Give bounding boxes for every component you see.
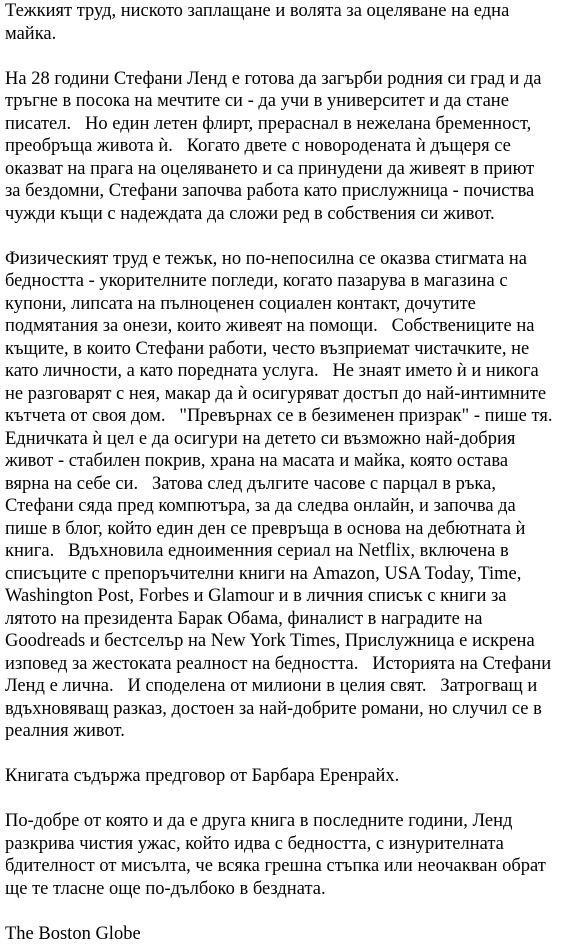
text-line: тръгне в посока на мечтите си - да учи в университет и да стане [5, 90, 572, 113]
paragraph-tagline [5, 0, 572, 45]
text-line: оказват на прага на оцеляването и са принудени да живеят в приют [5, 158, 572, 181]
review-source: The Boston Globe [5, 923, 572, 945]
text-line: живот - стабилен покрив, храна на масата и майка, която остава [5, 450, 572, 473]
text-line: вярна на себе си. Затова след дългите часове с парцал в ръка, [5, 473, 572, 496]
text-line: разкрива чистия ужас, който идва с бедността, с изнурителната [5, 833, 572, 856]
text-line: списъците с препоръчителни книги на Amazon, USA Today, Time, [5, 563, 572, 586]
text-line: майка. [5, 23, 572, 46]
text-line: бедността - укорителните погледи, когато пазарува в магазина с [5, 270, 572, 293]
text-line: Едничката ѝ цел е да осигури на детето си възможно най-добрия [5, 428, 572, 451]
text-line: подмятания за онези, които живеят на помощи. Собствениците на [5, 315, 572, 338]
text-line: кътчета от своя дом. "Превърнах се в безименен призрак" - пише тя. [5, 405, 572, 428]
text-line: Goodreads и бестселър на New York Times, Прислужница е искрена [5, 630, 572, 653]
text-line: писател. Но един летен флирт, прераснал в нежелана бременност, [5, 113, 572, 136]
text-line: По-добре от която и да е друга книга в последните години, Ленд [5, 810, 572, 833]
paragraph-review-source [5, 923, 572, 945]
text-line: купони, липсата на пълноценен социален контакт, дочутите [5, 293, 572, 316]
text-line: изповед за жестоката реалност на бедността. Историята на Стефани [5, 653, 572, 676]
text-line: като личности, а като поредната услуга. Не знаят името ѝ и никога [5, 360, 572, 383]
paragraph-main [5, 248, 572, 743]
paragraph-intro [5, 68, 572, 226]
text-line: вдъхновяващ разказ, достоен за най-добрите романи, но случил се в [5, 698, 572, 721]
text-line: пише в блог, който един ден се превръща в основа на дебютната ѝ [5, 518, 572, 541]
text-line: Washington Post, Forbes и Glamour и в личния списък с книги за [5, 585, 572, 608]
text-line: реалния живот. [5, 720, 572, 743]
text-line: Ленд е лична. И споделена от милиони в целия свят. Затрогващ и [5, 675, 572, 698]
text-line: къщите, в които Стефани работи, често възприемат чистачките, не [5, 338, 572, 361]
text-line: лятото на президента Барак Обама, финалист в наградите на [5, 608, 572, 631]
text-line: не разговарят с нея, макар да ѝ осигуряват достъп до най-интимните [5, 383, 572, 406]
text-line: ще те тласне още по-дълбоко в бездната. [5, 878, 572, 901]
text-line: за бездомни, Стефани започва работа като прислужница - почиства [5, 180, 572, 203]
paragraph-review-quote [5, 810, 572, 900]
text-line: Тежкият труд, ниското заплащане и волята за оцеляване на една [5, 0, 572, 23]
paragraph-foreword [5, 765, 572, 788]
text-line: чужди къщи с надеждата да сложи ред в собствения си живот. [5, 203, 572, 226]
text-line: На 28 години Стефани Ленд е готова да загърби родния си град и да [5, 68, 572, 91]
text-line: бдителност от мисълта, че всяка грешна стъпка или неочакван обрат [5, 855, 572, 878]
text-line: книга. Вдъхновила едноименния сериал на Netflix, включена в [5, 540, 572, 563]
text-line: Книгата съдържа предговор от Барбара Еренрайх. [5, 765, 572, 788]
text-line: преобръща живота ѝ. Когато двете с новородената ѝ дъщеря се [5, 135, 572, 158]
text-line: Физическият труд е тежък, но по-непосилна се оказва стигмата на [5, 248, 572, 271]
text-line: Стефани сяда пред компютъра, за да следва онлайн, и започва да [5, 495, 572, 518]
